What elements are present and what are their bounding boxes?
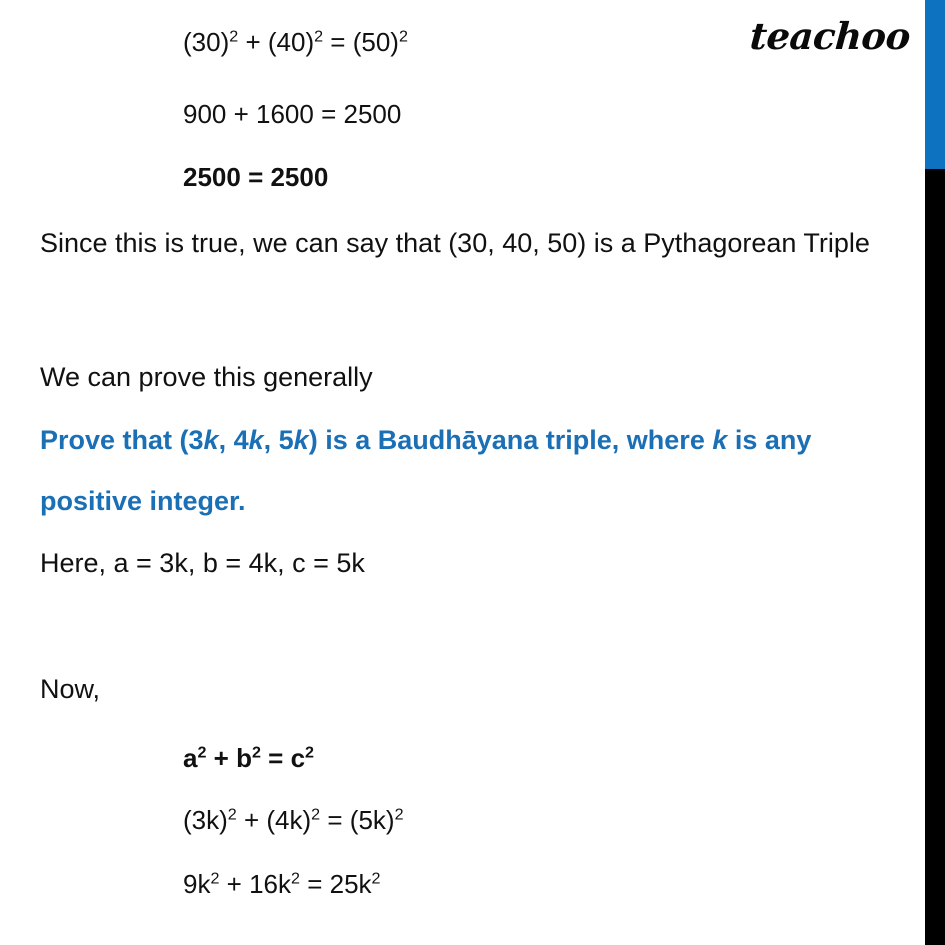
equation-general-pythagoras <box>183 744 314 774</box>
gen-a-exponent: 2 <box>197 743 207 762</box>
heading-prove-baudhayana-line1 <box>40 425 811 456</box>
heading-variable-k-4: k <box>712 425 728 455</box>
kexp-b-exponent: 2 <box>291 869 300 888</box>
heading-text-mid2: , 5 <box>263 425 294 455</box>
eq-c-exponent: 2 <box>398 27 408 46</box>
equation-numeric-squares <box>183 28 408 58</box>
gen-c-exponent: 2 <box>305 743 315 762</box>
heading-variable-k-1: k <box>203 425 219 455</box>
eq-a-exponent: 2 <box>229 27 239 46</box>
heading-prove-baudhayana-line2: positive integer. <box>40 486 246 516</box>
kexp-a-base: 9k <box>183 869 211 899</box>
kexp-c-base: 25k <box>329 869 372 899</box>
ksq-equals: = <box>320 805 350 835</box>
heading-text-mid1: , 4 <box>218 425 249 455</box>
teachoo-logo: teachoo <box>748 14 912 58</box>
equation-k-expanded <box>183 870 381 900</box>
eq-equals: = <box>323 27 353 57</box>
gen-b-exponent: 2 <box>251 743 261 762</box>
ksq-a-base: (3k) <box>183 805 228 835</box>
ksq-c-base: (5k) <box>349 805 395 835</box>
kexp-equals: = <box>299 869 330 899</box>
equation-k-squares <box>183 806 404 836</box>
eq-b-base: (40) <box>267 27 315 57</box>
kexp-plus: + <box>219 869 250 899</box>
eq-plus: + <box>238 27 268 57</box>
gen-a-base: a <box>183 743 198 773</box>
ksq-plus: + <box>236 805 267 835</box>
ksq-c-exponent: 2 <box>394 805 404 824</box>
paragraph-conclusion-triple: Since this is true, we can say that (30, 40, 50) is a Pythagorean Triple <box>40 228 870 258</box>
heading-variable-k-3: k <box>293 425 309 455</box>
paragraph-prove-generally: We can prove this generally <box>40 362 373 392</box>
gen-b-base: b <box>236 743 252 773</box>
ksq-b-exponent: 2 <box>311 805 321 824</box>
heading-text-after: is any <box>727 425 812 455</box>
heading-text-mid3: ) is a Baudhāyana triple, where <box>308 425 713 455</box>
kexp-a-exponent: 2 <box>210 869 220 888</box>
heading-variable-k-2: k <box>248 425 264 455</box>
heading-text-before-k1: Prove that (3 <box>40 425 204 455</box>
gen-equals: = <box>260 743 291 773</box>
kexp-b-base: 16k <box>249 869 291 899</box>
ksq-a-exponent: 2 <box>227 805 237 824</box>
gen-plus: + <box>206 743 237 773</box>
paragraph-given-values: Here, a = 3k, b = 4k, c = 5k <box>40 548 365 578</box>
ksq-b-base: (4k) <box>266 805 312 835</box>
gen-c-base: c <box>290 743 306 773</box>
equation-numeric-expanded: 900 + 1600 = 2500 <box>183 99 402 129</box>
eq-c-base: (50) <box>352 27 399 57</box>
equation-numeric-result: 2500 = 2500 <box>183 162 329 192</box>
eq-b-exponent: 2 <box>314 27 324 46</box>
kexp-c-exponent: 2 <box>371 869 381 888</box>
paragraph-now-label: Now, <box>40 674 101 704</box>
eq-a-base: (30) <box>183 27 230 57</box>
